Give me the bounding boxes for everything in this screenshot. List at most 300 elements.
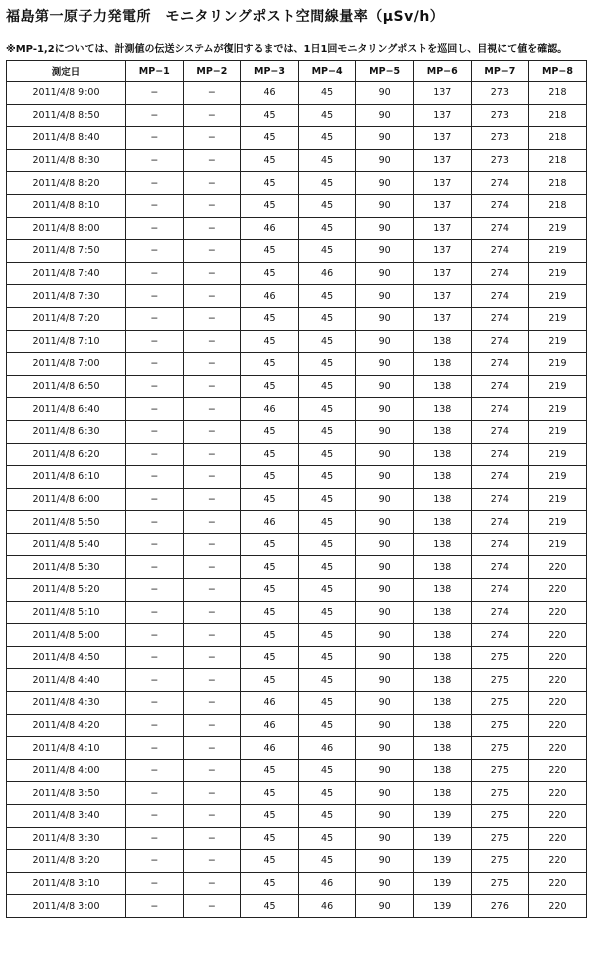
mp1-cell: −: [126, 149, 184, 172]
mp6-cell: 139: [413, 827, 471, 850]
mp2-cell: −: [183, 692, 241, 715]
mp3-cell: 45: [241, 307, 299, 330]
mp6-cell: 138: [413, 375, 471, 398]
table-row: [7, 579, 587, 602]
mp6-cell: 138: [413, 488, 471, 511]
mp4-cell: 45: [298, 82, 356, 105]
table-row: [7, 895, 587, 918]
mp4-cell: 45: [298, 466, 356, 489]
table-row: [7, 104, 587, 127]
mp4-cell: 45: [298, 172, 356, 195]
date-cell: 2011/4/8 3:20: [7, 850, 126, 873]
date-cell: 2011/4/8 7:40: [7, 262, 126, 285]
mp7-cell: 274: [471, 172, 529, 195]
mp2-cell: −: [183, 895, 241, 918]
mp6-cell: 137: [413, 240, 471, 263]
table-row: [7, 443, 587, 466]
mp5-cell: 90: [356, 759, 414, 782]
mp2-cell: −: [183, 556, 241, 579]
mp2-cell: −: [183, 872, 241, 895]
mp5-cell: 90: [356, 353, 414, 376]
mp1-cell: −: [126, 82, 184, 105]
mp3-cell: 46: [241, 217, 299, 240]
mp2-cell: −: [183, 759, 241, 782]
table-row: [7, 240, 587, 263]
date-cell: 2011/4/8 5:40: [7, 533, 126, 556]
mp3-cell: 46: [241, 82, 299, 105]
mp7-cell: 275: [471, 827, 529, 850]
date-cell: 2011/4/8 8:50: [7, 104, 126, 127]
date-cell: 2011/4/8 8:10: [7, 194, 126, 217]
mp6-cell: 138: [413, 330, 471, 353]
mp7-cell: 274: [471, 240, 529, 263]
mp5-cell: 90: [356, 262, 414, 285]
table-row: [7, 511, 587, 534]
table-row: [7, 759, 587, 782]
mp8-cell: 220: [529, 850, 587, 873]
mp6-cell: 138: [413, 624, 471, 647]
mp1-cell: −: [126, 782, 184, 805]
mp4-cell: 45: [298, 285, 356, 308]
mp6-cell: 138: [413, 646, 471, 669]
header-mp3: MP−3: [241, 61, 299, 82]
mp3-cell: 45: [241, 759, 299, 782]
mp7-cell: 274: [471, 194, 529, 217]
mp1-cell: −: [126, 692, 184, 715]
mp3-cell: 45: [241, 556, 299, 579]
mp7-cell: 273: [471, 104, 529, 127]
header-mp8: MP−8: [529, 61, 587, 82]
mp5-cell: 90: [356, 149, 414, 172]
mp8-cell: 219: [529, 262, 587, 285]
mp7-cell: 274: [471, 443, 529, 466]
mp2-cell: −: [183, 285, 241, 308]
mp3-cell: 45: [241, 805, 299, 828]
mp5-cell: 90: [356, 82, 414, 105]
mp6-cell: 138: [413, 669, 471, 692]
mp8-cell: 219: [529, 240, 587, 263]
mp3-cell: 45: [241, 646, 299, 669]
mp4-cell: 45: [298, 353, 356, 376]
table-row: [7, 353, 587, 376]
mp8-cell: 220: [529, 895, 587, 918]
mp7-cell: 274: [471, 398, 529, 421]
mp2-cell: −: [183, 194, 241, 217]
mp6-cell: 139: [413, 850, 471, 873]
mp7-cell: 274: [471, 262, 529, 285]
note-text: ※MP-1,2については、計測値の伝送システムが復旧するまでは、1日1回モニタリングポストを巡回し、目視にて値を確認。: [6, 44, 568, 55]
mp8-cell: 220: [529, 805, 587, 828]
mp1-cell: −: [126, 805, 184, 828]
header-mp6: MP−6: [413, 61, 471, 82]
mp3-cell: 45: [241, 624, 299, 647]
date-cell: 2011/4/8 8:00: [7, 217, 126, 240]
mp6-cell: 137: [413, 262, 471, 285]
mp8-cell: 219: [529, 398, 587, 421]
mp5-cell: 90: [356, 579, 414, 602]
mp3-cell: 45: [241, 104, 299, 127]
date-cell: 2011/4/8 4:10: [7, 737, 126, 760]
mp6-cell: 138: [413, 353, 471, 376]
mp3-cell: 45: [241, 827, 299, 850]
date-cell: 2011/4/8 8:30: [7, 149, 126, 172]
mp2-cell: −: [183, 353, 241, 376]
mp6-cell: 138: [413, 556, 471, 579]
mp3-cell: 45: [241, 127, 299, 150]
mp8-cell: 220: [529, 692, 587, 715]
mp2-cell: −: [183, 307, 241, 330]
mp7-cell: 275: [471, 759, 529, 782]
table-row: [7, 375, 587, 398]
mp6-cell: 139: [413, 872, 471, 895]
mp6-cell: 137: [413, 285, 471, 308]
table-row: [7, 82, 587, 105]
mp8-cell: 220: [529, 669, 587, 692]
mp8-cell: 220: [529, 872, 587, 895]
table-row: [7, 827, 587, 850]
table-row: [7, 194, 587, 217]
mp4-cell: 45: [298, 420, 356, 443]
mp5-cell: 90: [356, 827, 414, 850]
date-cell: 2011/4/8 3:50: [7, 782, 126, 805]
table-row: [7, 805, 587, 828]
mp6-cell: 138: [413, 579, 471, 602]
mp1-cell: −: [126, 285, 184, 308]
mp8-cell: 220: [529, 579, 587, 602]
mp8-cell: 219: [529, 533, 587, 556]
date-cell: 2011/4/8 7:10: [7, 330, 126, 353]
mp4-cell: 45: [298, 782, 356, 805]
table-row: [7, 285, 587, 308]
mp5-cell: 90: [356, 511, 414, 534]
mp8-cell: 220: [529, 646, 587, 669]
mp4-cell: 45: [298, 556, 356, 579]
mp1-cell: −: [126, 827, 184, 850]
mp4-cell: 45: [298, 827, 356, 850]
mp1-cell: −: [126, 127, 184, 150]
mp4-cell: 45: [298, 398, 356, 421]
mp3-cell: 45: [241, 782, 299, 805]
mp1-cell: −: [126, 488, 184, 511]
mp5-cell: 90: [356, 217, 414, 240]
table-row: [7, 149, 587, 172]
mp7-cell: 274: [471, 466, 529, 489]
date-cell: 2011/4/8 4:00: [7, 759, 126, 782]
mp7-cell: 274: [471, 601, 529, 624]
mp7-cell: 275: [471, 714, 529, 737]
mp1-cell: −: [126, 443, 184, 466]
mp7-cell: 274: [471, 217, 529, 240]
mp8-cell: 219: [529, 307, 587, 330]
header-mp7: MP−7: [471, 61, 529, 82]
mp7-cell: 274: [471, 533, 529, 556]
mp2-cell: −: [183, 262, 241, 285]
table-row: [7, 466, 587, 489]
mp3-cell: 45: [241, 601, 299, 624]
header-mp5: MP−5: [356, 61, 414, 82]
date-cell: 2011/4/8 5:50: [7, 511, 126, 534]
mp8-cell: 219: [529, 488, 587, 511]
date-cell: 2011/4/8 5:00: [7, 624, 126, 647]
header-mp2: MP−2: [183, 61, 241, 82]
mp3-cell: 45: [241, 895, 299, 918]
mp6-cell: 138: [413, 466, 471, 489]
date-cell: 2011/4/8 6:40: [7, 398, 126, 421]
mp3-cell: 46: [241, 511, 299, 534]
mp5-cell: 90: [356, 330, 414, 353]
mp1-cell: −: [126, 511, 184, 534]
mp1-cell: −: [126, 398, 184, 421]
table-row: [7, 601, 587, 624]
mp3-cell: 45: [241, 194, 299, 217]
date-cell: 2011/4/8 7:50: [7, 240, 126, 263]
mp7-cell: 274: [471, 579, 529, 602]
table-row: [7, 420, 587, 443]
table-row: [7, 307, 587, 330]
mp2-cell: −: [183, 624, 241, 647]
mp2-cell: −: [183, 82, 241, 105]
table-body: [7, 82, 587, 918]
mp5-cell: 90: [356, 895, 414, 918]
mp4-cell: 45: [298, 669, 356, 692]
mp3-cell: 46: [241, 692, 299, 715]
mp4-cell: 46: [298, 737, 356, 760]
date-cell: 2011/4/8 4:20: [7, 714, 126, 737]
mp1-cell: −: [126, 556, 184, 579]
mp5-cell: 90: [356, 556, 414, 579]
mp4-cell: 45: [298, 488, 356, 511]
table-row: [7, 692, 587, 715]
mp4-cell: 45: [298, 307, 356, 330]
date-cell: 2011/4/8 4:40: [7, 669, 126, 692]
mp2-cell: −: [183, 104, 241, 127]
mp4-cell: 45: [298, 511, 356, 534]
mp2-cell: −: [183, 217, 241, 240]
date-cell: 2011/4/8 3:30: [7, 827, 126, 850]
mp5-cell: 90: [356, 307, 414, 330]
mp2-cell: −: [183, 782, 241, 805]
mp8-cell: 219: [529, 420, 587, 443]
header-mp1: MP−1: [126, 61, 184, 82]
mp7-cell: 275: [471, 872, 529, 895]
date-cell: 2011/4/8 3:10: [7, 872, 126, 895]
mp2-cell: −: [183, 669, 241, 692]
date-cell: 2011/4/8 8:40: [7, 127, 126, 150]
mp8-cell: 219: [529, 217, 587, 240]
mp6-cell: 138: [413, 420, 471, 443]
mp7-cell: 274: [471, 285, 529, 308]
date-cell: 2011/4/8 4:30: [7, 692, 126, 715]
mp1-cell: −: [126, 375, 184, 398]
date-cell: 2011/4/8 8:20: [7, 172, 126, 195]
mp1-cell: −: [126, 353, 184, 376]
mp2-cell: −: [183, 172, 241, 195]
mp6-cell: 137: [413, 104, 471, 127]
mp1-cell: −: [126, 262, 184, 285]
mp2-cell: −: [183, 850, 241, 873]
mp1-cell: −: [126, 601, 184, 624]
mp5-cell: 90: [356, 782, 414, 805]
mp6-cell: 138: [413, 737, 471, 760]
mp3-cell: 45: [241, 850, 299, 873]
mp7-cell: 273: [471, 149, 529, 172]
mp3-cell: 45: [241, 669, 299, 692]
mp6-cell: 137: [413, 149, 471, 172]
mp6-cell: 138: [413, 782, 471, 805]
mp2-cell: −: [183, 827, 241, 850]
date-cell: 2011/4/8 7:00: [7, 353, 126, 376]
mp3-cell: 45: [241, 488, 299, 511]
mp7-cell: 274: [471, 556, 529, 579]
mp5-cell: 90: [356, 805, 414, 828]
mp5-cell: 90: [356, 104, 414, 127]
mp8-cell: 219: [529, 443, 587, 466]
mp5-cell: 90: [356, 285, 414, 308]
mp3-cell: 45: [241, 172, 299, 195]
table-row: [7, 646, 587, 669]
mp8-cell: 220: [529, 714, 587, 737]
mp2-cell: −: [183, 127, 241, 150]
mp5-cell: 90: [356, 624, 414, 647]
mp3-cell: 45: [241, 872, 299, 895]
mp4-cell: 45: [298, 692, 356, 715]
mp6-cell: 138: [413, 398, 471, 421]
mp5-cell: 90: [356, 646, 414, 669]
mp2-cell: −: [183, 714, 241, 737]
table-row: [7, 872, 587, 895]
date-cell: 2011/4/8 7:20: [7, 307, 126, 330]
mp7-cell: 274: [471, 488, 529, 511]
mp4-cell: 45: [298, 149, 356, 172]
mp6-cell: 138: [413, 511, 471, 534]
mp5-cell: 90: [356, 737, 414, 760]
mp7-cell: 274: [471, 624, 529, 647]
mp4-cell: 45: [298, 624, 356, 647]
mp3-cell: 45: [241, 149, 299, 172]
mp1-cell: −: [126, 533, 184, 556]
mp1-cell: −: [126, 240, 184, 263]
mp7-cell: 275: [471, 850, 529, 873]
mp1-cell: −: [126, 466, 184, 489]
mp2-cell: −: [183, 805, 241, 828]
mp1-cell: −: [126, 737, 184, 760]
mp8-cell: 220: [529, 782, 587, 805]
table-row: [7, 556, 587, 579]
mp8-cell: 220: [529, 624, 587, 647]
table-row: [7, 624, 587, 647]
mp5-cell: 90: [356, 194, 414, 217]
table-row: [7, 488, 587, 511]
table-row: [7, 669, 587, 692]
mp3-cell: 46: [241, 398, 299, 421]
mp1-cell: −: [126, 172, 184, 195]
page-title: 福島第一原子力発電所 モニタリングポスト空間線量率（μSv/h）: [6, 9, 445, 25]
table-row: [7, 398, 587, 421]
mp2-cell: −: [183, 579, 241, 602]
table-row: [7, 127, 587, 150]
mp2-cell: −: [183, 488, 241, 511]
mp3-cell: 46: [241, 285, 299, 308]
date-cell: 2011/4/8 6:30: [7, 420, 126, 443]
mp4-cell: 45: [298, 646, 356, 669]
mp1-cell: −: [126, 669, 184, 692]
mp6-cell: 137: [413, 194, 471, 217]
mp5-cell: 90: [356, 420, 414, 443]
mp2-cell: −: [183, 601, 241, 624]
mp7-cell: 275: [471, 737, 529, 760]
mp4-cell: 45: [298, 240, 356, 263]
mp4-cell: 45: [298, 443, 356, 466]
mp8-cell: 219: [529, 375, 587, 398]
mp5-cell: 90: [356, 172, 414, 195]
mp6-cell: 138: [413, 533, 471, 556]
table-row: [7, 533, 587, 556]
header-date: 測定日: [7, 61, 126, 82]
mp8-cell: 219: [529, 353, 587, 376]
mp3-cell: 46: [241, 714, 299, 737]
mp8-cell: 220: [529, 759, 587, 782]
mp5-cell: 90: [356, 533, 414, 556]
mp8-cell: 218: [529, 194, 587, 217]
mp5-cell: 90: [356, 872, 414, 895]
mp4-cell: 45: [298, 805, 356, 828]
table-header-row: [7, 61, 587, 82]
mp8-cell: 219: [529, 285, 587, 308]
mp5-cell: 90: [356, 692, 414, 715]
mp8-cell: 219: [529, 466, 587, 489]
mp7-cell: 274: [471, 353, 529, 376]
mp4-cell: 45: [298, 601, 356, 624]
mp4-cell: 45: [298, 194, 356, 217]
mp5-cell: 90: [356, 850, 414, 873]
mp7-cell: 274: [471, 420, 529, 443]
date-cell: 2011/4/8 5:10: [7, 601, 126, 624]
mp4-cell: 45: [298, 533, 356, 556]
mp2-cell: −: [183, 330, 241, 353]
date-cell: 2011/4/8 9:00: [7, 82, 126, 105]
date-cell: 2011/4/8 4:50: [7, 646, 126, 669]
mp2-cell: −: [183, 443, 241, 466]
mp6-cell: 137: [413, 127, 471, 150]
mp1-cell: −: [126, 579, 184, 602]
table-row: [7, 217, 587, 240]
mp5-cell: 90: [356, 375, 414, 398]
mp2-cell: −: [183, 737, 241, 760]
mp5-cell: 90: [356, 443, 414, 466]
mp7-cell: 275: [471, 646, 529, 669]
date-cell: 2011/4/8 5:20: [7, 579, 126, 602]
mp4-cell: 45: [298, 375, 356, 398]
mp7-cell: 276: [471, 895, 529, 918]
mp8-cell: 220: [529, 601, 587, 624]
mp2-cell: −: [183, 466, 241, 489]
mp1-cell: −: [126, 872, 184, 895]
mp4-cell: 45: [298, 850, 356, 873]
mp1-cell: −: [126, 714, 184, 737]
mp4-cell: 45: [298, 330, 356, 353]
mp7-cell: 274: [471, 511, 529, 534]
mp3-cell: 45: [241, 466, 299, 489]
mp8-cell: 219: [529, 511, 587, 534]
table-row: [7, 714, 587, 737]
date-cell: 2011/4/8 6:00: [7, 488, 126, 511]
mp5-cell: 90: [356, 466, 414, 489]
mp1-cell: −: [126, 217, 184, 240]
mp8-cell: 218: [529, 149, 587, 172]
mp8-cell: 218: [529, 82, 587, 105]
mp4-cell: 45: [298, 759, 356, 782]
mp4-cell: 45: [298, 104, 356, 127]
